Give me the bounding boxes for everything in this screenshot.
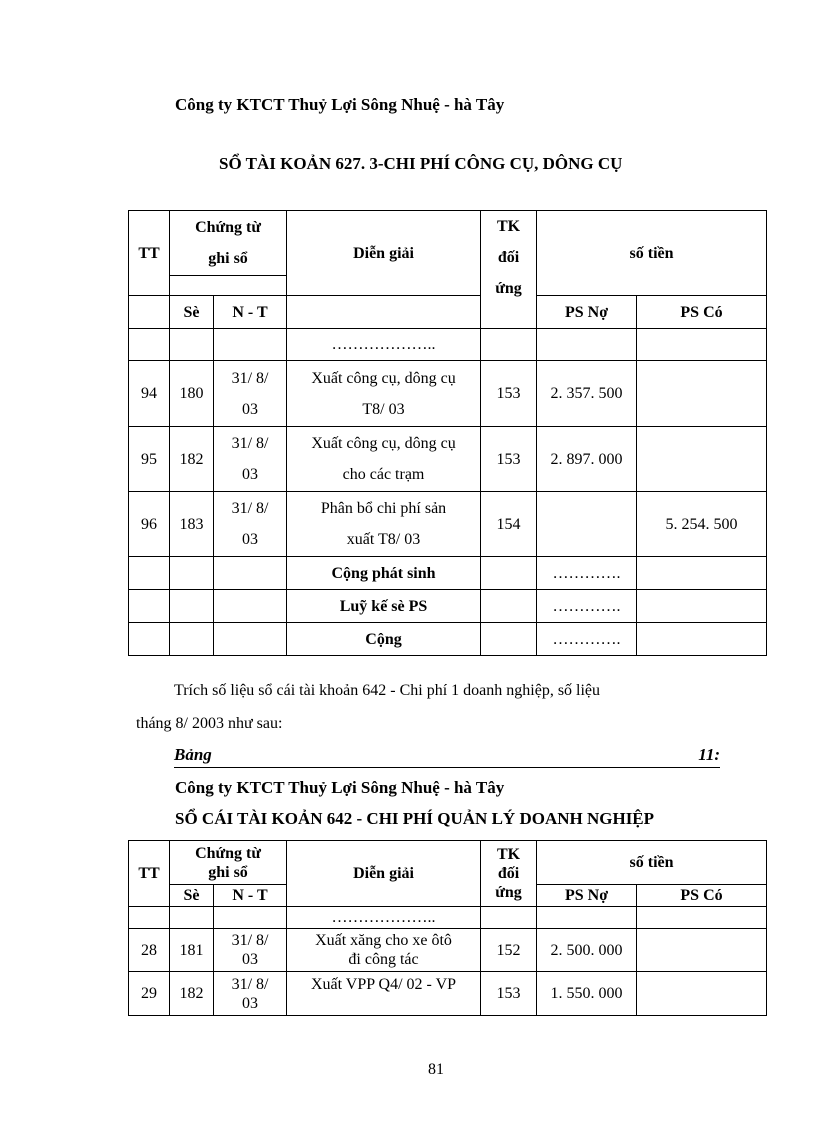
row-tk: 153 [481, 972, 537, 1016]
ledger-title-627: SỔ TÀI KOẢN 627. 3-CHI PHÍ CÔNG CỤ, DÔNG CỤ [219, 154, 623, 173]
row-dien-giai: Phân bổ chi phí sản xuất T8/ 03 [287, 492, 481, 557]
cell [537, 329, 637, 361]
header-ps-no: PS Nợ [537, 885, 637, 907]
ledger-table-642 [128, 840, 767, 1016]
ledger-title-642: SỔ CÁI TÀI KOẢN 642 - CHI PHÍ QUẢN LÝ DOANH NGHIỆP [175, 809, 655, 828]
summary-ps-no: …………. [537, 557, 637, 590]
row-ps-co [637, 361, 767, 427]
cell [129, 557, 170, 590]
summary-label: Cộng phát sinh [287, 557, 481, 590]
header-ps-no: PS Nợ [537, 296, 637, 329]
row-nt: 31/ 8/ 03 [214, 427, 287, 492]
cell [129, 590, 170, 623]
cell [481, 590, 537, 623]
header-tk-doi-ung: TK đối ứng [481, 841, 537, 907]
dots-row: ……………….. [287, 329, 481, 361]
row-ps-co [637, 427, 767, 492]
row-tk: 152 [481, 929, 537, 972]
row-tt: 28 [129, 929, 170, 972]
row-nt: 31/ 8/ 03 [214, 361, 287, 427]
table-caption-number: 11: [698, 745, 720, 764]
summary-row [129, 623, 767, 656]
row-tk: 153 [481, 361, 537, 427]
cell [637, 557, 767, 590]
row-tt: 29 [129, 972, 170, 1016]
table-row [129, 972, 767, 1016]
row-tt: 95 [129, 427, 170, 492]
row-ps-co: 5. 254. 500 [637, 492, 767, 557]
cell [481, 557, 537, 590]
table-row [129, 929, 767, 972]
header-dien-giai: Diễn giải [287, 211, 481, 296]
header-tt-spacer [129, 296, 170, 329]
company-name-1: Công ty KTCT Thuỷ Lợi Sông Nhuệ - hà Tây [175, 95, 505, 114]
cell [170, 907, 214, 929]
cell [129, 907, 170, 929]
row-ps-no: 2. 500. 000 [537, 929, 637, 972]
header-dien-giai-spacer [287, 296, 481, 329]
header-chung-tu-spacer [170, 276, 287, 296]
row-dien-giai: Xuất xăng cho xe ôtô đi công tác [287, 929, 481, 972]
table-row [129, 427, 767, 492]
header-so-tien: số tiền [537, 841, 767, 885]
table-caption-line [174, 745, 720, 768]
row-ps-no: 1. 550. 000 [537, 972, 637, 1016]
page-number: 81 [428, 1061, 444, 1078]
cell [170, 623, 214, 656]
row-nt: 31/ 8/ 03 [214, 929, 287, 972]
row-ps-no [537, 492, 637, 557]
table-caption-label: Bảng [174, 745, 212, 764]
cell [637, 590, 767, 623]
cell [214, 590, 287, 623]
summary-ps-no: …………. [537, 623, 637, 656]
cell [481, 907, 537, 929]
cell [129, 623, 170, 656]
row-ps-co [637, 972, 767, 1016]
header-chung-tu: Chứng từ ghi sổ [170, 211, 287, 276]
header-se: Sè [170, 296, 214, 329]
cell [214, 623, 287, 656]
dots-row: ……………….. [287, 907, 481, 929]
row-ps-no: 2. 357. 500 [537, 361, 637, 427]
cell [170, 557, 214, 590]
row-nt: 31/ 8/ 03 [214, 492, 287, 557]
company-name-2: Công ty KTCT Thuỷ Lợi Sông Nhuệ - hà Tây [175, 778, 505, 797]
cell [537, 907, 637, 929]
row-se: 181 [170, 929, 214, 972]
row-se: 183 [170, 492, 214, 557]
cell [129, 329, 170, 361]
cell [637, 329, 767, 361]
table-row [129, 492, 767, 557]
header-chung-tu: Chứng từ ghi sổ [170, 841, 287, 885]
row-tk: 154 [481, 492, 537, 557]
cell [214, 329, 287, 361]
header-ps-co: PS Có [637, 296, 767, 329]
summary-row [129, 590, 767, 623]
summary-label: Luỹ kế sè PS [287, 590, 481, 623]
summary-row [129, 557, 767, 590]
ledger-table-627 [128, 210, 767, 656]
paragraph-line-2: tháng 8/ 2003 như sau: [136, 715, 283, 732]
row-nt: 31/ 8/ 03 [214, 972, 287, 1016]
summary-label: Cộng [287, 623, 481, 656]
cell [481, 329, 537, 361]
cell [214, 907, 287, 929]
row-se: 182 [170, 427, 214, 492]
cell [170, 590, 214, 623]
row-ps-no: 2. 897. 000 [537, 427, 637, 492]
header-se: Sè [170, 885, 214, 907]
row-tt: 96 [129, 492, 170, 557]
row-ps-co [637, 929, 767, 972]
summary-ps-no: …………. [537, 590, 637, 623]
header-tk-doi-ung: TK đối ứng [481, 211, 537, 329]
header-tt: TT [129, 841, 170, 907]
header-tt: TT [129, 211, 170, 296]
header-dien-giai: Diễn giải [287, 841, 481, 907]
row-dien-giai: Xuất công cụ, dông cụ cho các trạm [287, 427, 481, 492]
row-se: 180 [170, 361, 214, 427]
row-tt: 94 [129, 361, 170, 427]
table-row [129, 361, 767, 427]
header-nt: N - T [214, 296, 287, 329]
header-nt: N - T [214, 885, 287, 907]
header-ps-co: PS Có [637, 885, 767, 907]
header-so-tien: số tiền [537, 211, 767, 296]
row-tk: 153 [481, 427, 537, 492]
cell [637, 907, 767, 929]
cell [214, 557, 287, 590]
cell [170, 329, 214, 361]
row-dien-giai: Xuất VPP Q4/ 02 - VP [287, 972, 481, 1016]
cell [481, 623, 537, 656]
paragraph-line-1: Trích số liệu sổ cái tài khoản 642 - Chi phí 1 doanh nghiệp, số liệu [174, 682, 601, 699]
row-se: 182 [170, 972, 214, 1016]
row-dien-giai: Xuất công cụ, dông cụ T8/ 03 [287, 361, 481, 427]
cell [637, 623, 767, 656]
